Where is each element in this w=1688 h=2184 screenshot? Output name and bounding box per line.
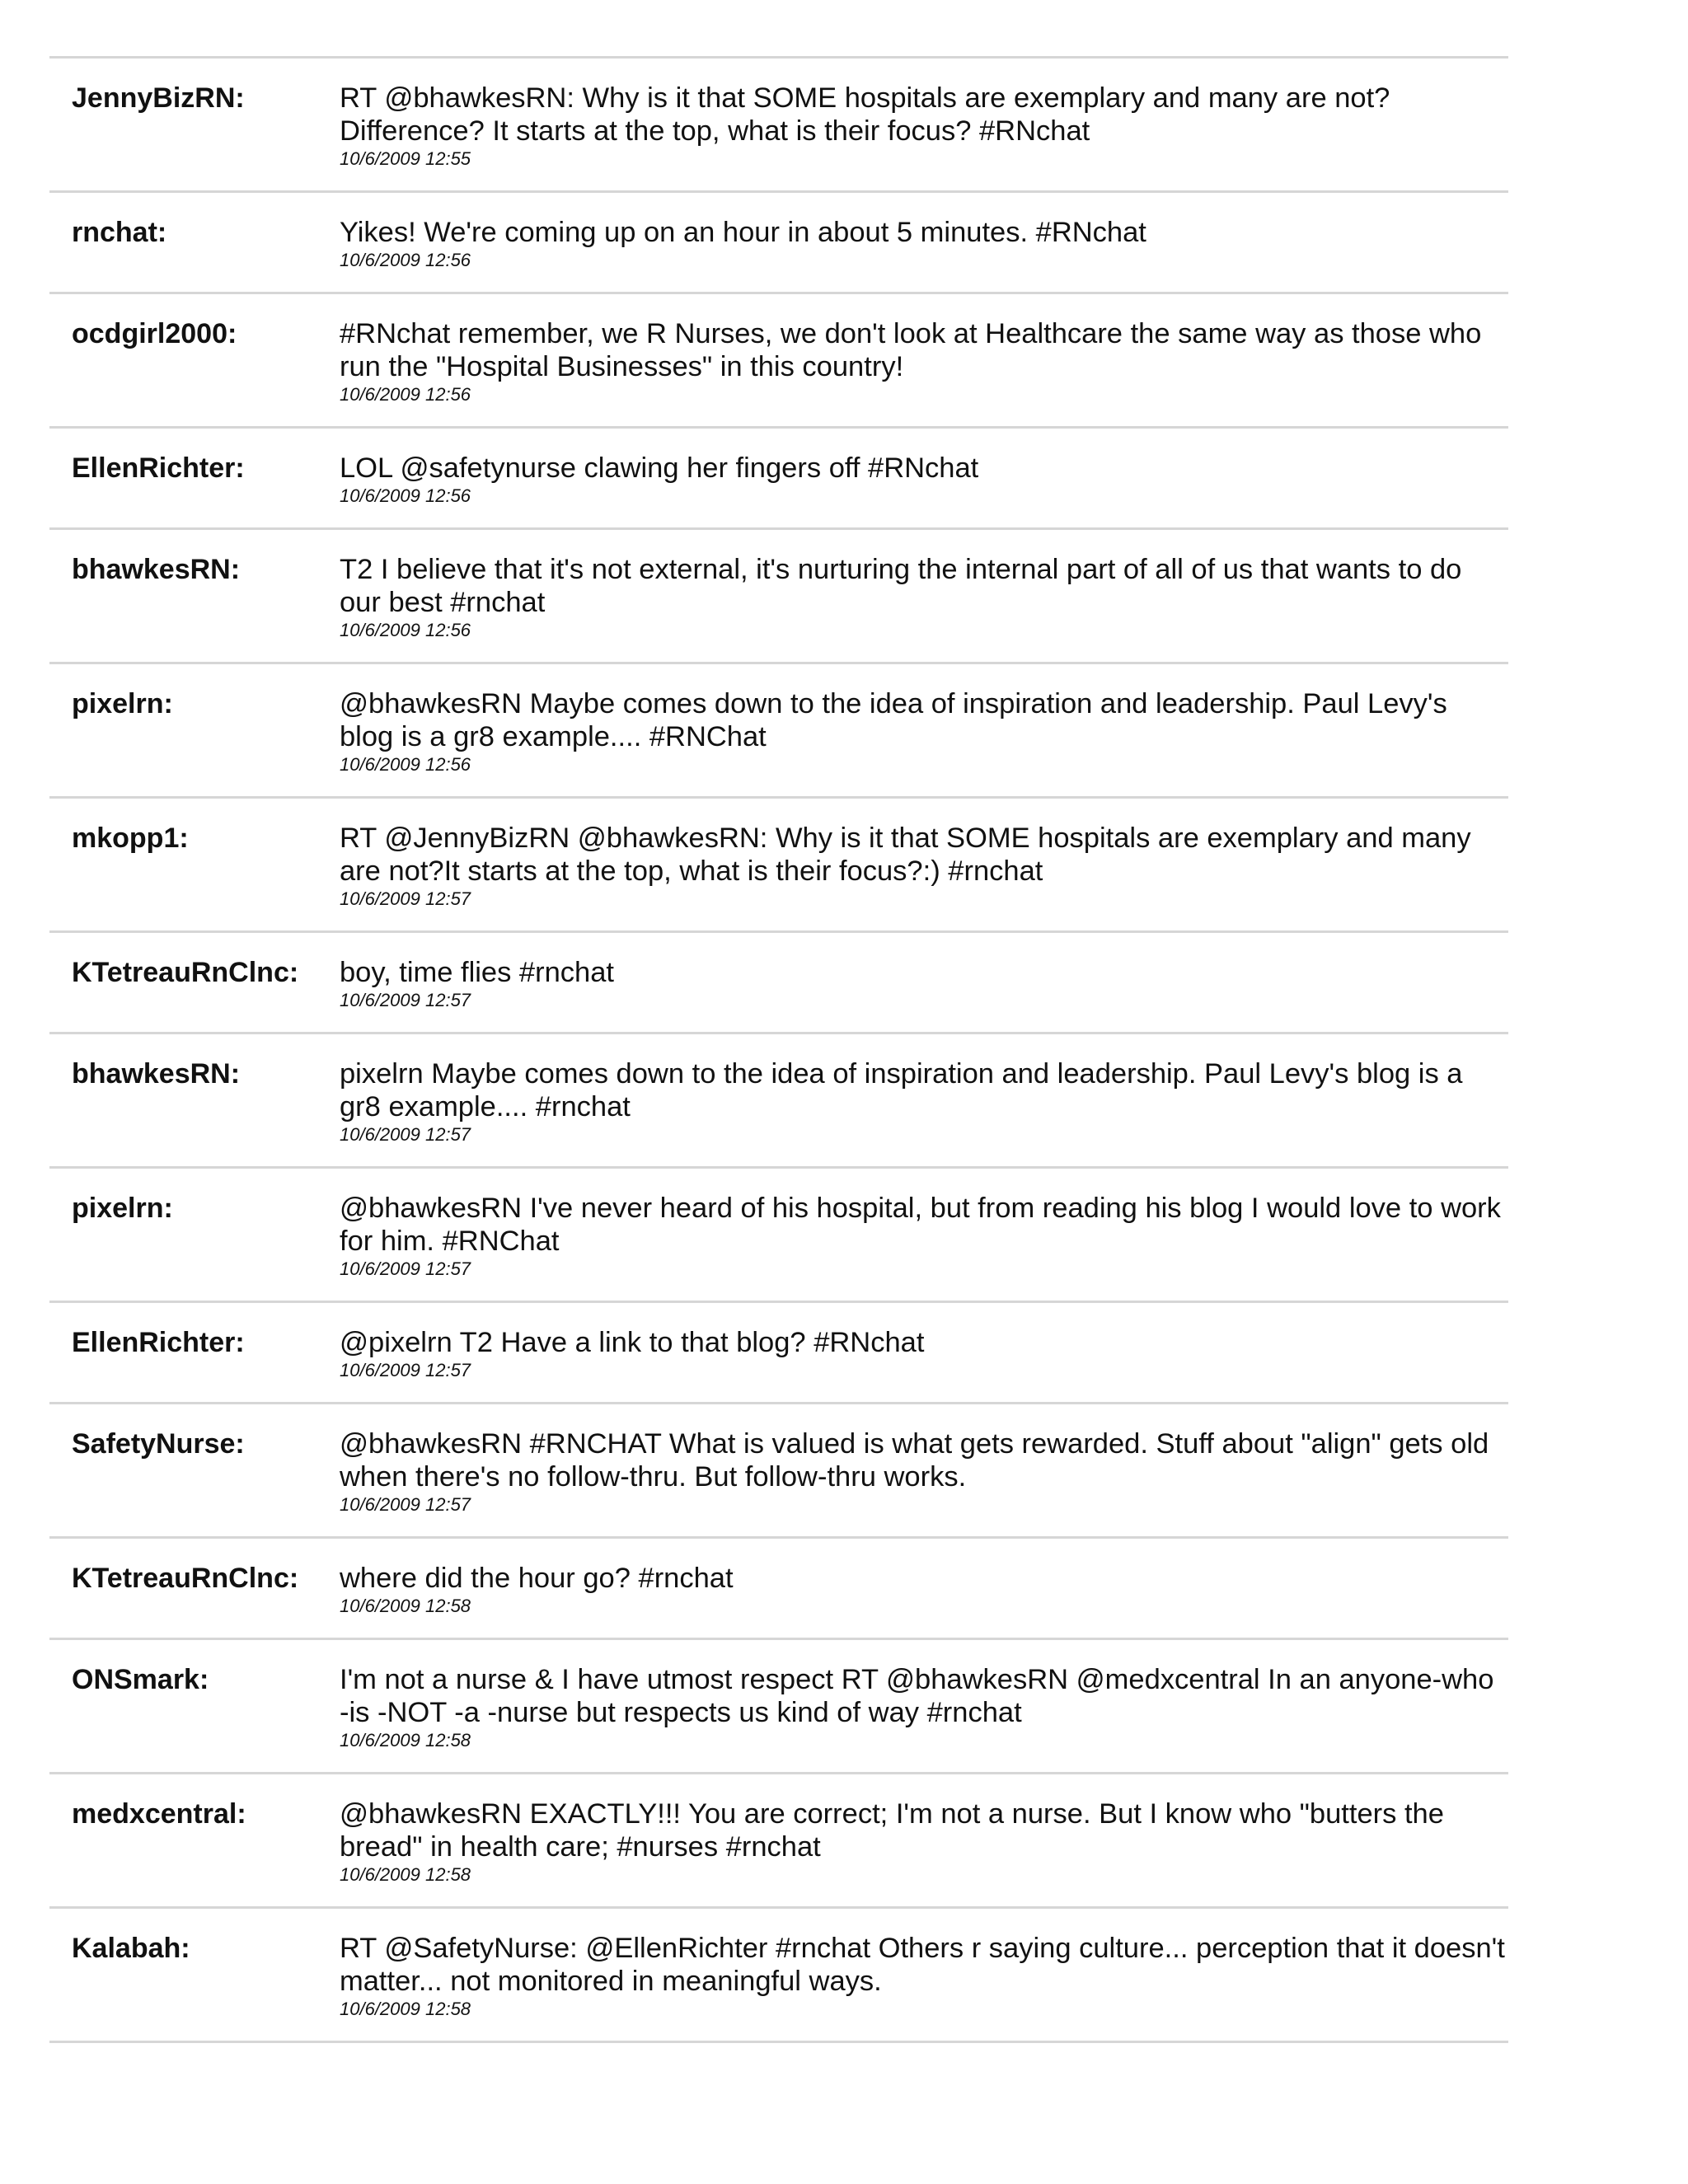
entry-author: KTetreauRnClnc: — [72, 957, 299, 988]
chat-entry — [49, 664, 1508, 799]
entry-timestamp: 10/6/2009 12:56 — [340, 754, 471, 775]
chat-entry — [49, 294, 1508, 429]
entry-message: where did the hour go? #rnchat — [340, 1563, 734, 1594]
entry-author: rnchat: — [72, 217, 167, 248]
entry-timestamp: 10/6/2009 12:58 — [340, 1596, 471, 1616]
entry-timestamp: 10/6/2009 12:57 — [340, 1258, 471, 1279]
entry-timestamp: 10/6/2009 12:56 — [340, 620, 471, 640]
entry-timestamp: 10/6/2009 12:57 — [340, 1124, 471, 1145]
entry-body — [312, 1192, 1508, 1282]
chat-entry — [49, 933, 1508, 1034]
entry-author: medxcentral: — [72, 1798, 246, 1830]
entry-author: pixelrn: — [72, 688, 173, 719]
chat-entry — [49, 1909, 1508, 2043]
entry-message: boy, time flies #rnchat — [340, 957, 615, 988]
entry-author: SafetyNurse: — [72, 1428, 245, 1460]
chat-entry — [49, 1169, 1508, 1303]
entry-timestamp: 10/6/2009 12:57 — [340, 888, 471, 909]
chat-entry — [49, 1034, 1508, 1169]
chat-entry — [49, 1303, 1508, 1404]
entry-author: mkopp1: — [72, 823, 189, 854]
entry-message: #RNchat remember, we R Nurses, we don't look at Healthcare the same way as those who run the "Hospital Businesses" in this country! — [340, 318, 1482, 382]
entry-author: JennyBizRN: — [72, 82, 245, 114]
entry-message: T2 I believe that it's not external, it's nurturing the internal part of all of us that wants to do our best #rnchat — [340, 554, 1462, 618]
entry-body — [312, 1932, 1508, 2022]
entry-body — [312, 687, 1508, 778]
chat-entry — [49, 1774, 1508, 1909]
entry-body — [312, 822, 1508, 912]
entry-body — [312, 82, 1508, 172]
entry-body — [312, 956, 1508, 1014]
entry-message: @bhawkesRN I've never heard of his hospital, but from reading his blog I would love to work for him. #RNChat — [340, 1193, 1501, 1257]
chat-entry — [49, 1539, 1508, 1640]
entry-author: KTetreauRnClnc: — [72, 1563, 299, 1594]
entry-message: LOL @safetynurse clawing her fingers off #RNchat — [340, 452, 979, 484]
entry-timestamp: 10/6/2009 12:56 — [340, 250, 471, 270]
entry-body — [312, 1663, 1508, 1754]
entry-author: bhawkesRN: — [72, 554, 241, 585]
entry-timestamp: 10/6/2009 12:56 — [340, 384, 471, 405]
chat-entry — [49, 193, 1508, 294]
entry-author: EllenRichter: — [72, 452, 245, 484]
entry-author: EllenRichter: — [72, 1327, 245, 1358]
entry-message: I'm not a nurse & I have utmost respect RT @bhawkesRN @medxcentral In an anyone-who -is -NOT -a -nurse but respects us kind of way #rnchat — [340, 1664, 1494, 1728]
entry-timestamp: 10/6/2009 12:58 — [340, 1730, 471, 1750]
entry-author: Kalabah: — [72, 1933, 190, 1964]
entry-message: @pixelrn T2 Have a link to that blog? #RNchat — [340, 1327, 925, 1358]
entry-timestamp: 10/6/2009 12:58 — [340, 1864, 471, 1885]
entry-author: ONSmark: — [72, 1664, 209, 1695]
chat-entry — [49, 530, 1508, 664]
entry-timestamp: 10/6/2009 12:57 — [340, 1494, 471, 1515]
entry-message: RT @SafetyNurse: @EllenRichter #rnchat Others r saying culture... perception that it doesn't matter... not monitored in meaningful ways. — [340, 1933, 1505, 1997]
entry-message: pixelrn Maybe comes down to the idea of inspiration and leadership. Paul Levy's blog is a gr8 example.... #rnchat — [340, 1058, 1463, 1122]
entry-body — [312, 452, 1508, 509]
entry-timestamp: 10/6/2009 12:55 — [340, 148, 471, 169]
entry-timestamp: 10/6/2009 12:57 — [340, 990, 471, 1010]
chat-entry — [49, 1404, 1508, 1539]
entry-timestamp: 10/6/2009 12:56 — [340, 485, 471, 506]
entry-message: @bhawkesRN #RNCHAT What is valued is what gets rewarded. Stuff about "align" gets old when there's no follow-thru. But follow-thru works. — [340, 1428, 1489, 1493]
entry-timestamp: 10/6/2009 12:57 — [340, 1360, 471, 1380]
entry-message: @bhawkesRN Maybe comes down to the idea of inspiration and leadership. Paul Levy's blog is a gr8 example.... #RNChat — [340, 688, 1447, 752]
entry-message: @bhawkesRN EXACTLY!!! You are correct; I'm not a nurse. But I know who "butters the bread" in health care; #nurses #rnchat — [340, 1798, 1444, 1863]
entry-message: RT @bhawkesRN: Why is it that SOME hospitals are exemplary and many are not? Difference? It starts at the top, what is their focus? #RNchat — [340, 82, 1390, 147]
chat-transcript — [49, 56, 1508, 2043]
entry-body — [312, 1326, 1508, 1384]
entry-body — [312, 1562, 1508, 1619]
entry-timestamp: 10/6/2009 12:58 — [340, 1999, 471, 2019]
entry-message: Yikes! We're coming up on an hour in about 5 minutes. #RNchat — [340, 217, 1146, 248]
entry-author: bhawkesRN: — [72, 1058, 241, 1090]
entry-body — [312, 1057, 1508, 1148]
entry-body — [312, 216, 1508, 274]
entry-body — [312, 1427, 1508, 1518]
entry-message: RT @JennyBizRN @bhawkesRN: Why is it that SOME hospitals are exemplary and many are not?It starts at the top, what is their focus?:) #rnchat — [340, 823, 1471, 887]
entry-body — [312, 553, 1508, 644]
chat-entry — [49, 59, 1508, 193]
chat-entry — [49, 799, 1508, 933]
entry-body — [312, 1797, 1508, 1888]
chat-entry — [49, 429, 1508, 530]
chat-entry — [49, 1640, 1508, 1774]
entry-body — [312, 317, 1508, 408]
entry-author: ocdgirl2000: — [72, 318, 237, 349]
entry-author: pixelrn: — [72, 1193, 173, 1224]
